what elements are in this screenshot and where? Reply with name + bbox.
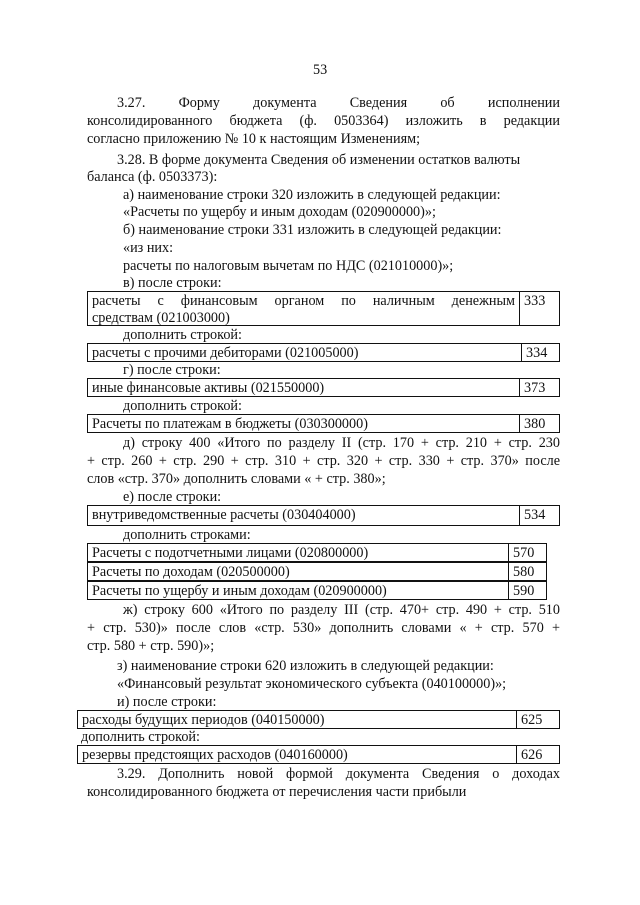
table-row [87, 414, 560, 433]
row-label: Расчеты по доходам (020500000) [88, 563, 509, 580]
row-code: 625 [521, 712, 543, 728]
row-code: 590 [513, 583, 535, 599]
item-z-line-1: з) наименование строки 620 изложить в следующей редакции: [117, 658, 494, 674]
table-row [87, 581, 547, 600]
row-label: расчеты с прочими дебиторами (021005000) [88, 344, 522, 361]
item-zh-line-2: + стр. 530)» после слов «стр. 530» дополнить словами « + стр. 570 + [87, 620, 560, 636]
item-d-line-2: + стр. 260 + стр. 290 + стр. 310 + стр. 320 + стр. 330 + стр. 370» после [87, 453, 560, 469]
item-d-line-3: слов «стр. 370» дополнить словами « + стр. 380»; [87, 471, 386, 487]
item-zh-line-1: ж) строку 600 «Итого по разделу III (стр. 470+ стр. 490 + стр. 510 [123, 602, 560, 618]
paragraph-3-27-line-3: согласно приложению № 10 к настоящим Изменениям; [87, 131, 421, 147]
table-row [77, 710, 560, 729]
item-zh-line-3: стр. 580 + стр. 590)»; [87, 638, 215, 654]
table-row [87, 543, 547, 562]
row-label: иные финансовые активы (021550000) [88, 379, 520, 396]
item-v-add-label: дополнить строкой: [123, 327, 242, 343]
item-g-add-label: дополнить строкой: [123, 398, 242, 414]
row-code: 580 [513, 564, 535, 580]
row-label: внутриведомственные расчеты (030404000) [88, 506, 520, 525]
row-label: Расчеты с подотчетными лицами (020800000) [88, 544, 509, 561]
table-row [87, 378, 560, 397]
row-code: 626 [521, 747, 543, 763]
row-code: 373 [524, 380, 546, 396]
item-i-add-label: дополнить строкой: [81, 729, 200, 745]
item-i-line-1: и) после строки: [117, 694, 217, 710]
item-b-line-1: б) наименование строки 331 изложить в следующей редакции: [123, 222, 502, 238]
row-label [88, 292, 520, 325]
table-row [87, 562, 547, 581]
row-code: 570 [513, 545, 535, 561]
item-a-line-2: «Расчеты по ущербу и иным доходам (020900000)»; [123, 204, 436, 220]
paragraph-3-29-line-2: консолидированного бюджета от перечисления части прибыли [87, 784, 467, 800]
item-e-line-1: е) после строки: [123, 489, 222, 505]
row-label: Расчеты по платежам в бюджеты (030300000) [88, 415, 520, 432]
item-z-line-2: «Финансовый результат экономического субъекта (040100000)»; [117, 676, 507, 692]
item-v-line-1: в) после строки: [123, 275, 222, 291]
row-label: резервы предстоящих расходов (040160000) [78, 746, 517, 763]
row-code: 380 [524, 416, 546, 432]
item-a-line-1: а) наименование строки 320 изложить в следующей редакции: [123, 187, 501, 203]
row-code: 534 [524, 507, 546, 523]
paragraph-3-28-line-2: баланса (ф. 0503373): [87, 169, 218, 185]
paragraph-3-28-line-1: 3.28. В форме документа Сведения об изменении остатков валюты [117, 152, 521, 168]
page-number: 53 [313, 62, 328, 78]
row-label: Расчеты по ущербу и иным доходам (020900000) [88, 582, 509, 599]
table-row [87, 343, 560, 362]
paragraph-3-29-line-1: 3.29. Дополнить новой формой документа Сведения о доходах [117, 766, 560, 782]
item-b-line-2: «из них: [123, 240, 174, 256]
item-e-add-label: дополнить строками: [123, 527, 251, 543]
item-d-line-1: д) строку 400 «Итого по разделу II (стр. 170 + стр. 210 + стр. 230 [123, 435, 560, 451]
table-row [87, 505, 560, 526]
item-b-line-3: расчеты по налоговым вычетам по НДС (021010000)»; [123, 258, 454, 274]
row-label-line-2: средствам (021003000) [92, 310, 230, 326]
paragraph-3-27-line-2: консолидированного бюджета (ф. 0503364) изложить в редакции [87, 113, 560, 129]
table-row [87, 291, 560, 326]
item-g-line-1: г) после строки: [123, 362, 221, 378]
row-label-line-1: расчеты с финансовым органом по наличным денежным [92, 293, 515, 309]
row-code: 333 [524, 293, 546, 309]
row-label: расходы будущих периодов (040150000) [78, 711, 517, 728]
row-code: 334 [526, 345, 548, 361]
paragraph-3-27-line-1: 3.27. Форму документа Сведения об исполнении [117, 95, 560, 111]
table-row [77, 745, 560, 764]
